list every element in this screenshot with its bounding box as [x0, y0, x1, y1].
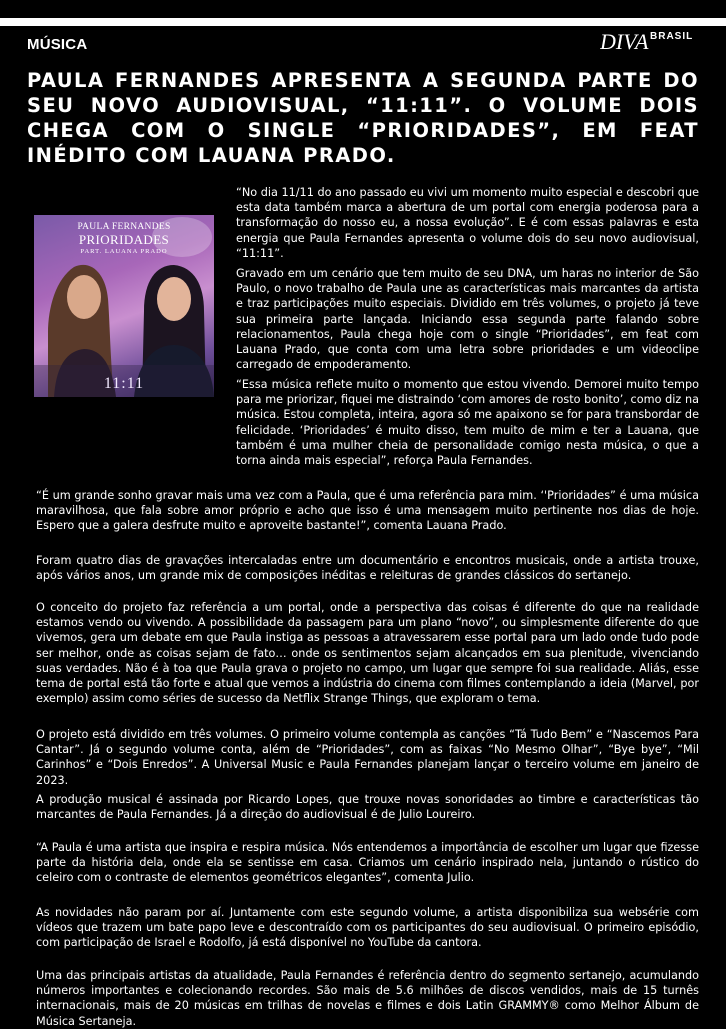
paragraph-5: Foram quatro dias de gravações intercaladas entre um documentário e encontros musicais, onde a artista trouxe, após vários anos, um grande mix de composições inéditas e releituras de grandes clássicos do sertanejo. — [36, 554, 699, 583]
paragraph-9: “A Paula é uma artista que inspira e respira música. Nós entendemos a importância de escolher um lugar que fizesse parte da história dela, onde ela se sentisse em casa. Criamos um cenário inspirado nela, juntando o rústico do celeiro com o contraste de elementos geométricos elegantes”, comenta Julio. — [36, 841, 699, 885]
headline: PAULA FERNANDES APRESENTA A SEGUNDA PARTE DO SEU NOVO AUDIOVISUAL, “11:11”. O VOLUME DOIS CHEGA COM O SINGLE “PRIORIDADES”, EM FEAT INÉDITO COM LAUANA PRADO. — [27, 69, 699, 167]
paragraph-10: As novidades não param por aí. Juntamente com este segundo volume, a artista disponibiliza sua websérie com vídeos que trazem um bate papo leve e descontraído com os participantes do seu audiovisual. O primeiro episódio, com participação de Israel e Rodolfo, já está disponível no YouTube da cantora. — [36, 906, 699, 950]
paragraph-6: O conceito do projeto faz referência a um portal, onde a perspectiva das coisas é diferente do que na realidade estamos vendo ou vivendo. A possibilidade da passagem para um plano “novo”, ou simplesmente diferente do que vivemos, gera um debate em que Paula instiga as pessoas a atravessarem esse portal para um lado onde tudo pode ser melhor, onde as coisas sejam de fato… onde os sentimentos sejam alcançados em sua plenitude, vivenciando suas verdades. Não é à toa que Paula grava o projeto no campo, um lugar que sempre foi sua realidade. Aliás, esse tema de portal está tão forte e atual que vemos a indústria do cinema com filmes contemplando a ideia (Marvel, por exemplo) assim como séries de sucesso da Netflix Strange Things, que exploram o tema. — [36, 601, 699, 706]
svg-text:DIVA: DIVA — [600, 29, 649, 54]
paragraph-3: “Essa música reflete muito o momento que estou vivendo. Demorei muito tempo para me priorizar, fiquei me distraindo ‘com amores de rosto bonito’, como diz na música. Estou completa, inteira, agora só me apaixono se for para transbordar de felicidade. ‘Prioridades’ é muito disso, tem muito de mim e ter a Lauana, que também é uma mulher cheia de personalidade comigo nesta música, o que a torna ainda mais especial”, reforça Paula Fernandes. — [236, 378, 699, 468]
paragraph-1: “No dia 11/11 do ano passado eu vivi um momento muito especial e descobri que esta data também marca a abertura de um portal com energia poderosa para a transformação do nosso eu, a nossa evolução”. E é com essas palavras e esta energia que Paula Fernandes apresenta o volume dois do seu novo audiovisual, “11:11”. — [236, 186, 699, 260]
paragraph-11: Uma das principais artistas da atualidade, Paula Fernandes é referência dentro do segmento sertanejo, acumulando números importantes e colecionando recordes. São mais de 5.6 milhões de discos vendidos, mais de 15 turnês internacionais, mais de 20 músicas em trilhas de novelas e filmes e dois Latin GRAMMY® como Melhor Álbum de Música Sertaneja. — [36, 969, 699, 1028]
top-rule — [0, 18, 726, 26]
svg-text:BRASIL: BRASIL — [650, 31, 694, 42]
section-label: MÚSICA — [27, 36, 88, 53]
paragraph-7: O projeto está dividido em três volumes. O primeiro volume contempla as canções “Tá Tudo Bem” e “Nascemos Para Cantar”. Já o segundo volume conta, além de “Prioridades”, com as faixas “No Mesmo Olhar”, “Bye bye”, “Mil Carinhos” e “Dois Enredos”. A Universal Music e Paula Fernandes planejam lançar o terceiro volume em janeiro de 2023. — [36, 728, 699, 787]
diva-brasil-logo — [600, 28, 700, 54]
cover-number: 11:11 — [103, 375, 145, 392]
cover-featuring: PART. LAUANA PRADO — [80, 248, 168, 255]
paragraph-2: Gravado em um cenário que tem muito de seu DNA, um haras no interior de São Paulo, o novo trabalho de Paula une as características mais marcantes da artista e traz participações muito especiais. Dividido em três volumes, o projeto já teve sua primeira parte lançada. Iniciando essa segunda parte falando sobre relacionamentos, Paula chega hoje com o single “Prioridades”, em feat com Lauana Prado, que conta com uma letra sobre prioridades e um videoclipe carregado de empoderamento. — [236, 267, 699, 372]
cover-single-title: PRIORIDADES — [78, 232, 170, 247]
album-cover — [34, 215, 214, 397]
cover-artist: PAULA FERNANDES — [77, 222, 171, 232]
paragraph-4: “É um grande sonho gravar mais uma vez com a Paula, que é uma referência para mim. ‘'Prioridades” é uma música maravilhosa, que fala sobre amor próprio e acho que isso é uma mensagem muito pertinente nos dias de hoje. Espero que a galera desfrute muito e aproveite bastante!”, comenta Lauana Prado. — [36, 489, 699, 533]
paragraph-8: A produção musical é assinada por Ricardo Lopes, que trouxe novas sonoridades ao timbre e características tão marcantes de Paula Fernandes. Já a direção do audiovisual é de Julio Loureiro. — [36, 793, 699, 822]
